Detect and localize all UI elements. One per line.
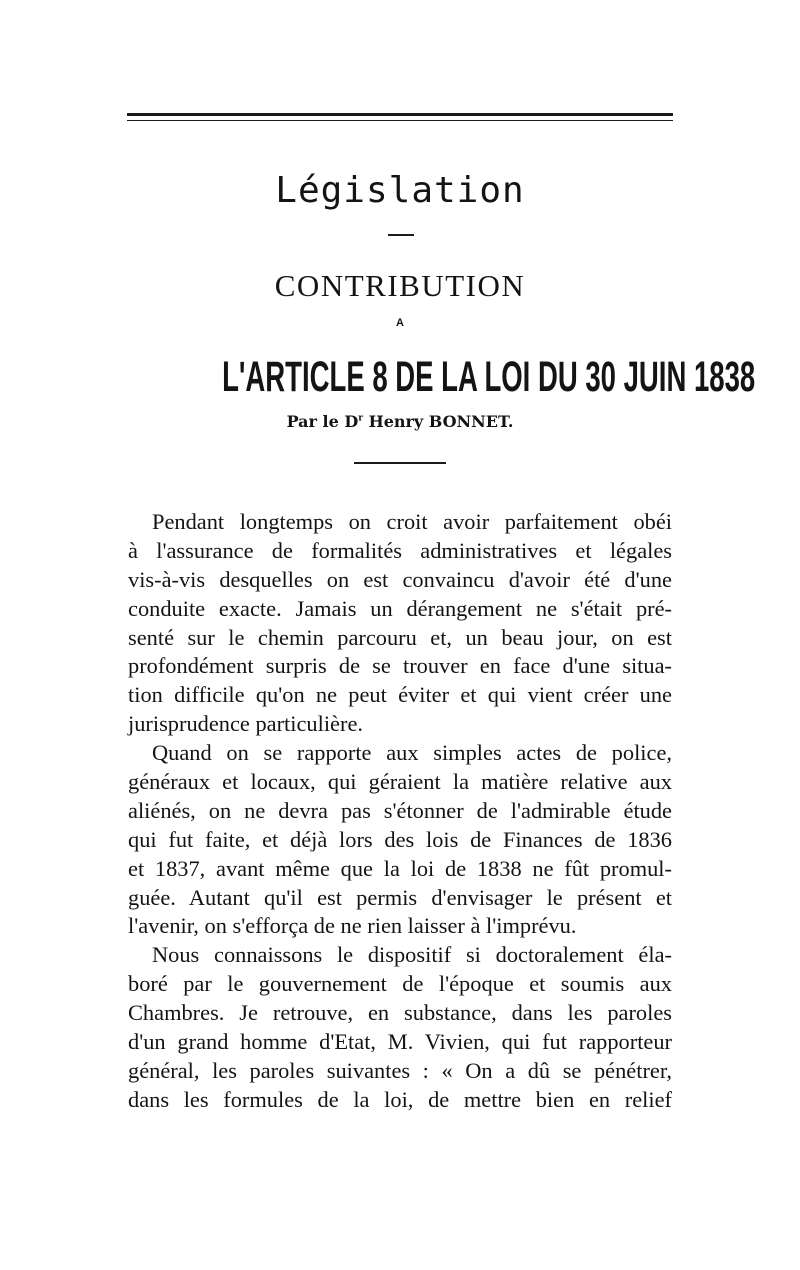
top-double-rule-thick [127,113,673,116]
body-line: tion difficile qu'on ne peut éviter et qui vient créer une [128,682,672,708]
article-title: L'ARTICLE 8 DE LA LOI DU 30 JUIN 1838 [222,353,756,401]
byline-prefix: Par le D [286,412,359,431]
article-body [128,508,672,1115]
body-line: boré par le gouvernement de l'époque et soumis aux [128,971,672,997]
body-line: qui fut faite, et déjà lors des lois de Finances de 1836 [128,826,672,852]
title-separator-dash [388,234,414,236]
byline-superscript: r [358,413,363,424]
contribution-heading: CONTRIBUTION [274,268,526,303]
body-line: Chambres. Je retrouve, en substance, dans les paroles [128,1000,672,1026]
body-line: conduite exacte. Jamais un dérangement ne s'était pré- [128,595,672,621]
body-line: Pendant longtemps on croit avoir parfaitement obéi [152,509,672,534]
body-line: généraux et locaux, qui géraient la matière relative aux [128,769,672,795]
preposition-heading: A [396,317,404,329]
body-line: guée. Autant qu'il est permis d'envisager le présent et [128,884,672,910]
top-double-rule-thin [127,120,673,121]
byline-separator-rule [354,462,446,464]
body-line: dans les formules de la loi, de mettre bien en relief [128,1086,672,1112]
byline-author-name: Henry BONNET. [363,412,514,431]
body-line: Quand on se rapporte aux simples actes de police, [152,740,672,766]
body-line: et 1837, avant même que la loi de 1838 ne fût promul- [128,855,672,881]
body-line: senté sur le chemin parcouru et, un beau jour, on est [128,624,672,650]
body-line: aliénés, on ne devra pas s'étonner de l'admirable étude [128,797,672,823]
body-line: vis-à-vis desquelles on est convaincu d'avoir été d'une [128,566,672,592]
body-line: à l'assurance de formalités administratives et légales [128,537,672,563]
body-line: général, les paroles suivantes : « On a dû se pénétrer, [128,1057,672,1083]
body-line: Nous connaissons le dispositif si doctoralement éla- [152,942,672,968]
body-line: l'avenir, on s'efforça de ne rien laisser à l'imprévu. [128,913,577,939]
body-line: profondément surpris de se trouver en face d'une situa- [128,653,672,679]
author-byline [0,412,800,431]
section-title: Législation [275,170,525,211]
body-line: jurisprudence particulière. [128,711,363,737]
body-line: d'un grand homme d'Etat, M. Vivien, qui fut rapporteur [128,1029,672,1055]
